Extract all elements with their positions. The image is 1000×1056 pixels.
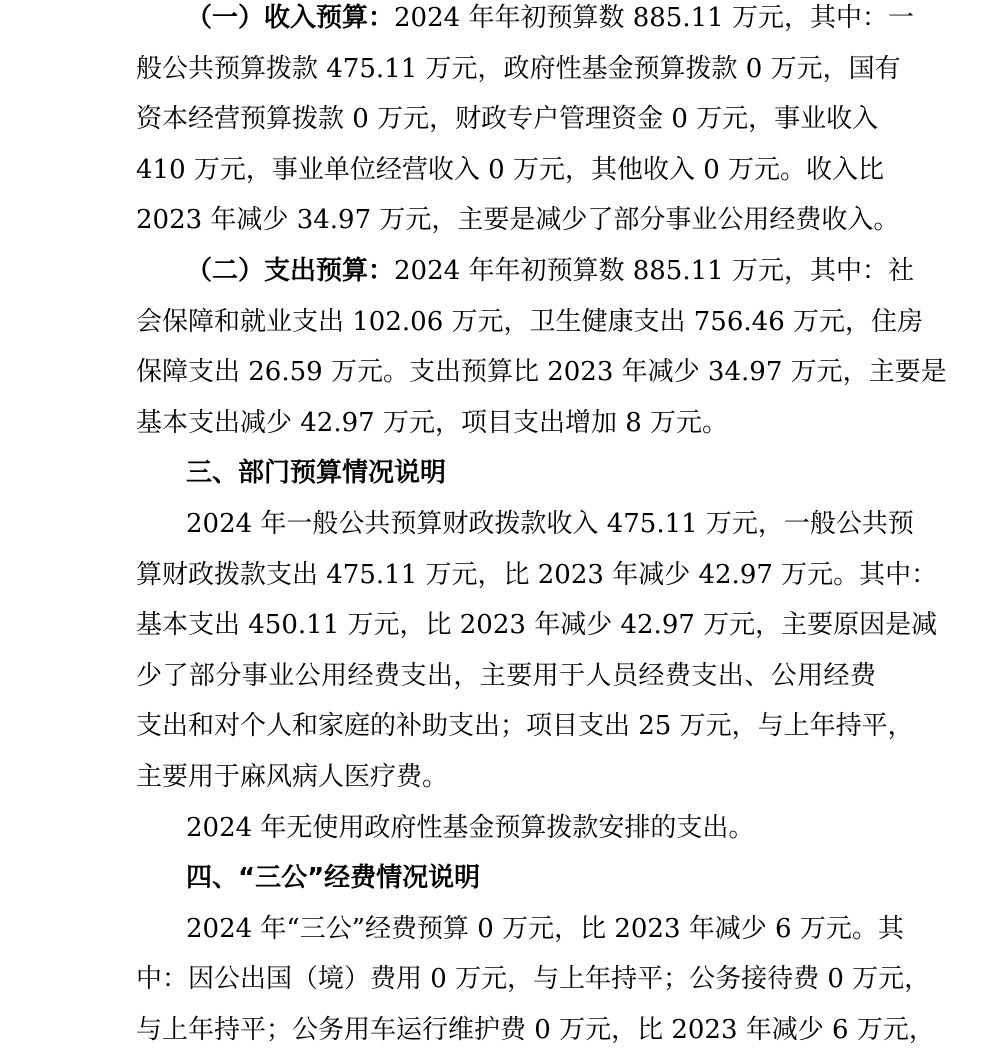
text-line: 基本支出减少 42.97 万元，项目支出增加 8 万元。 [136,407,729,438]
text-line: 基本支出 450.11 万元，比 2023 年减少 42.97 万元，主要原因是减 [136,610,938,641]
text-line: 410 万元，事业单位经营收入 0 万元，其他收入 0 万元。收入比 [136,154,885,185]
section-heading: 三、部门预算情况说明 [186,458,447,489]
subsection-label-expense: （二）支出预算： [186,256,395,286]
text-line: 算财政拨款支出 475.11 万元，比 2023 年减少 42.97 万元。其中： [136,559,938,590]
subsection-label-income: （一）收入预算： [186,3,395,33]
text-line: 2024 年无使用政府性基金预算拨款安排的支出。 [186,812,755,843]
section-heading: 四、“三公”经费情况说明 [186,863,481,894]
text-line: 支出和对个人和家庭的补助支出；项目支出 25 万元，与上年持平， [136,711,914,742]
text-line: 会保障和就业支出 102.06 万元，卫生健康支出 756.46 万元，住房 [136,306,924,337]
text-line: 般公共预算拨款 475.11 万元，政府性基金预算拨款 0 万元，国有 [136,53,901,84]
text-line: 资本经营预算拨款 0 万元，财政专户管理资金 0 万元，事业收入 [136,104,879,135]
line-text: 2024 年年初预算数 885.11 万元，其中：一 [394,3,914,33]
text-line: 保障支出 26.59 万元。支出预算比 2023 年减少 34.97 万元，主要是 [136,357,947,388]
text-line [186,0,914,44]
text-line: 2024 年“三公”经费预算 0 万元，比 2023 年减少 6 万元。其 [186,913,904,944]
text-line: 2023 年减少 34.97 万元，主要是减少了部分事业公用经费收入。 [136,205,900,236]
text-line: 与上年持平；公务用车运行维护费 0 万元，比 2023 年减少 6 万元， [136,1015,935,1045]
line-text: 2024 年年初预算数 885.11 万元，其中：社 [394,256,914,286]
text-line: 2024 年一般公共预算财政拨款收入 475.11 万元，一般公共预 [186,509,914,539]
text-line: 中：因公出国（境）费用 0 万元，与上年持平；公务接待费 0 万元， [136,964,931,995]
text-line: 主要用于麻风病人医疗费。 [136,762,449,792]
text-line: 少了部分事业公用经费支出，主要用于人员经费支出、公用经费 [136,660,876,691]
text-line [186,246,914,297]
